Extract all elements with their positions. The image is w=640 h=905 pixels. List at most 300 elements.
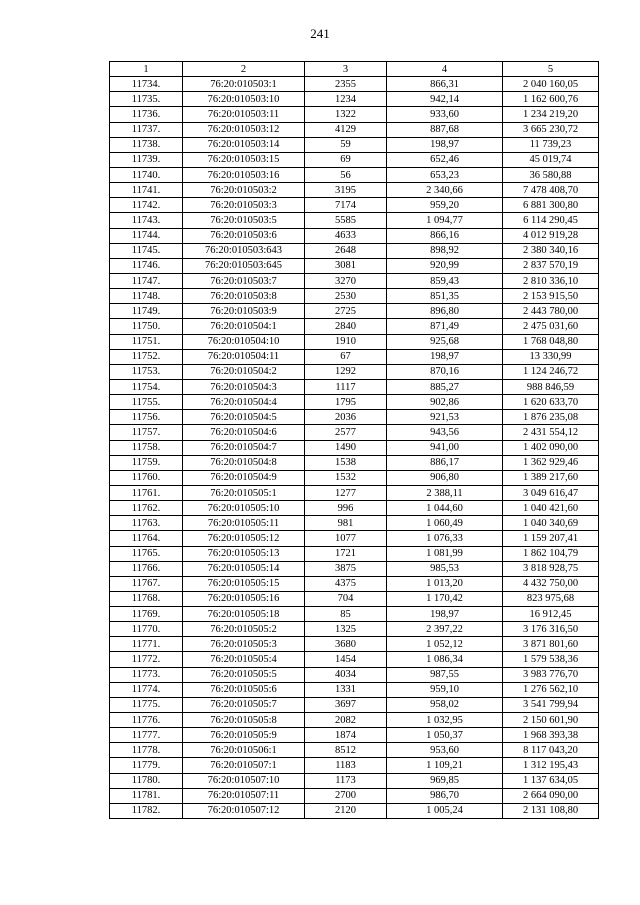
value-cell: 2 431 554,12 bbox=[503, 425, 599, 440]
row-number-cell: 11756. bbox=[110, 410, 183, 425]
rate-cell: 653,23 bbox=[387, 167, 503, 182]
table-row bbox=[110, 667, 599, 682]
rate-cell: 953,60 bbox=[387, 743, 503, 758]
row-number-cell: 11740. bbox=[110, 167, 183, 182]
row-number-cell: 11764. bbox=[110, 531, 183, 546]
cadastral-number-cell: 76:20:010505:2 bbox=[183, 622, 305, 637]
value-cell: 1 040 340,69 bbox=[503, 516, 599, 531]
table-row bbox=[110, 531, 599, 546]
row-number-cell: 11776. bbox=[110, 713, 183, 728]
area-cell: 1874 bbox=[305, 728, 387, 743]
rate-cell: 885,27 bbox=[387, 379, 503, 394]
cadastral-number-cell: 76:20:010504:8 bbox=[183, 455, 305, 470]
rate-cell: 902,86 bbox=[387, 395, 503, 410]
area-cell: 3195 bbox=[305, 183, 387, 198]
rate-cell: 1 032,95 bbox=[387, 713, 503, 728]
cadastral-number-cell: 76:20:010505:14 bbox=[183, 561, 305, 576]
cadastral-number-cell: 76:20:010503:14 bbox=[183, 137, 305, 152]
value-cell: 16 912,45 bbox=[503, 607, 599, 622]
row-number-cell: 11754. bbox=[110, 379, 183, 394]
cadastral-number-cell: 76:20:010504:2 bbox=[183, 364, 305, 379]
rate-cell: 866,16 bbox=[387, 228, 503, 243]
rate-cell: 959,20 bbox=[387, 198, 503, 213]
cadastral-number-cell: 76:20:010503:6 bbox=[183, 228, 305, 243]
row-number-cell: 11734. bbox=[110, 77, 183, 92]
rate-cell: 941,00 bbox=[387, 440, 503, 455]
row-number-cell: 11779. bbox=[110, 758, 183, 773]
value-cell: 1 362 929,46 bbox=[503, 455, 599, 470]
area-cell: 69 bbox=[305, 152, 387, 167]
rate-cell: 198,97 bbox=[387, 349, 503, 364]
table-row bbox=[110, 273, 599, 288]
row-number-cell: 11739. bbox=[110, 152, 183, 167]
row-number-cell: 11768. bbox=[110, 591, 183, 606]
value-cell: 1 389 217,60 bbox=[503, 470, 599, 485]
value-cell: 2 664 090,00 bbox=[503, 788, 599, 803]
value-cell: 2 131 108,80 bbox=[503, 803, 599, 818]
table-row bbox=[110, 622, 599, 637]
table-row bbox=[110, 546, 599, 561]
cadastral-number-cell: 76:20:010505:16 bbox=[183, 591, 305, 606]
row-number-cell: 11778. bbox=[110, 743, 183, 758]
rate-cell: 1 050,37 bbox=[387, 728, 503, 743]
value-cell: 6 114 290,45 bbox=[503, 213, 599, 228]
column-header: 3 bbox=[305, 62, 387, 77]
cadastral-number-cell: 76:20:010503:11 bbox=[183, 107, 305, 122]
table-row bbox=[110, 773, 599, 788]
rate-cell: 1 081,99 bbox=[387, 546, 503, 561]
row-number-cell: 11744. bbox=[110, 228, 183, 243]
cadastral-number-cell: 76:20:010506:1 bbox=[183, 743, 305, 758]
cadastral-number-cell: 76:20:010505:7 bbox=[183, 697, 305, 712]
area-cell: 1532 bbox=[305, 470, 387, 485]
table-row bbox=[110, 319, 599, 334]
table-row bbox=[110, 713, 599, 728]
cadastral-number-cell: 76:20:010505:13 bbox=[183, 546, 305, 561]
column-header: 4 bbox=[387, 62, 503, 77]
row-number-cell: 11743. bbox=[110, 213, 183, 228]
area-cell: 2577 bbox=[305, 425, 387, 440]
table-row bbox=[110, 728, 599, 743]
rate-cell: 198,97 bbox=[387, 137, 503, 152]
rate-cell: 198,97 bbox=[387, 607, 503, 622]
value-cell: 1 234 219,20 bbox=[503, 107, 599, 122]
table-row bbox=[110, 122, 599, 137]
area-cell: 85 bbox=[305, 607, 387, 622]
table-row bbox=[110, 576, 599, 591]
rate-cell: 1 094,77 bbox=[387, 213, 503, 228]
value-cell: 2 443 780,00 bbox=[503, 304, 599, 319]
row-number-cell: 11782. bbox=[110, 803, 183, 818]
area-cell: 1795 bbox=[305, 395, 387, 410]
area-cell: 56 bbox=[305, 167, 387, 182]
value-cell: 6 881 300,80 bbox=[503, 198, 599, 213]
cadastral-number-cell: 76:20:010503:8 bbox=[183, 289, 305, 304]
table-row bbox=[110, 183, 599, 198]
area-cell: 1538 bbox=[305, 455, 387, 470]
value-cell: 3 541 799,94 bbox=[503, 697, 599, 712]
table-row bbox=[110, 334, 599, 349]
cadastral-number-cell: 76:20:010505:8 bbox=[183, 713, 305, 728]
row-number-cell: 11752. bbox=[110, 349, 183, 364]
value-cell: 2 837 570,19 bbox=[503, 258, 599, 273]
row-number-cell: 11773. bbox=[110, 667, 183, 682]
table-row bbox=[110, 470, 599, 485]
value-cell: 1 620 633,70 bbox=[503, 395, 599, 410]
row-number-cell: 11763. bbox=[110, 516, 183, 531]
cadastral-number-cell: 76:20:010504:11 bbox=[183, 349, 305, 364]
row-number-cell: 11762. bbox=[110, 501, 183, 516]
cadastral-number-cell: 76:20:010503:5 bbox=[183, 213, 305, 228]
table-row bbox=[110, 501, 599, 516]
rate-cell: 1 005,24 bbox=[387, 803, 503, 818]
area-cell: 1077 bbox=[305, 531, 387, 546]
area-cell: 2648 bbox=[305, 243, 387, 258]
cadastral-number-cell: 76:20:010505:12 bbox=[183, 531, 305, 546]
cadastral-number-cell: 76:20:010503:7 bbox=[183, 273, 305, 288]
area-cell: 1234 bbox=[305, 92, 387, 107]
rate-cell: 887,68 bbox=[387, 122, 503, 137]
area-cell: 704 bbox=[305, 591, 387, 606]
rate-cell: 920,99 bbox=[387, 258, 503, 273]
rate-cell: 1 044,60 bbox=[387, 501, 503, 516]
area-cell: 3697 bbox=[305, 697, 387, 712]
rate-cell: 925,68 bbox=[387, 334, 503, 349]
table-row bbox=[110, 107, 599, 122]
table-row bbox=[110, 682, 599, 697]
area-cell: 4375 bbox=[305, 576, 387, 591]
area-cell: 1322 bbox=[305, 107, 387, 122]
value-cell: 3 818 928,75 bbox=[503, 561, 599, 576]
rate-cell: 987,55 bbox=[387, 667, 503, 682]
row-number-cell: 11757. bbox=[110, 425, 183, 440]
row-number-cell: 11759. bbox=[110, 455, 183, 470]
area-cell: 59 bbox=[305, 137, 387, 152]
value-cell: 2 475 031,60 bbox=[503, 319, 599, 334]
value-cell: 13 330,99 bbox=[503, 349, 599, 364]
cadastral-number-cell: 76:20:010503:9 bbox=[183, 304, 305, 319]
table-row bbox=[110, 591, 599, 606]
table-row bbox=[110, 652, 599, 667]
table-row bbox=[110, 349, 599, 364]
table-row bbox=[110, 440, 599, 455]
cadastral-number-cell: 76:20:010504:3 bbox=[183, 379, 305, 394]
rate-cell: 1 086,34 bbox=[387, 652, 503, 667]
value-cell: 1 159 207,41 bbox=[503, 531, 599, 546]
rate-cell: 958,02 bbox=[387, 697, 503, 712]
cadastral-number-cell: 76:20:010505:6 bbox=[183, 682, 305, 697]
table-row bbox=[110, 289, 599, 304]
table-row bbox=[110, 637, 599, 652]
cadastral-number-cell: 76:20:010503:1 bbox=[183, 77, 305, 92]
table-row bbox=[110, 395, 599, 410]
rate-cell: 1 076,33 bbox=[387, 531, 503, 546]
row-number-cell: 11770. bbox=[110, 622, 183, 637]
area-cell: 1117 bbox=[305, 379, 387, 394]
table-row bbox=[110, 758, 599, 773]
area-cell: 3875 bbox=[305, 561, 387, 576]
area-cell: 1292 bbox=[305, 364, 387, 379]
rate-cell: 943,56 bbox=[387, 425, 503, 440]
row-number-cell: 11755. bbox=[110, 395, 183, 410]
row-number-cell: 11774. bbox=[110, 682, 183, 697]
rate-cell: 896,80 bbox=[387, 304, 503, 319]
area-cell: 1325 bbox=[305, 622, 387, 637]
table-row bbox=[110, 198, 599, 213]
cadastral-number-cell: 76:20:010507:11 bbox=[183, 788, 305, 803]
area-cell: 1910 bbox=[305, 334, 387, 349]
value-cell: 2 153 915,50 bbox=[503, 289, 599, 304]
area-cell: 1721 bbox=[305, 546, 387, 561]
area-cell: 996 bbox=[305, 501, 387, 516]
value-cell: 1 402 090,00 bbox=[503, 440, 599, 455]
rate-cell: 906,80 bbox=[387, 470, 503, 485]
cadastral-number-cell: 76:20:010503:16 bbox=[183, 167, 305, 182]
cadastral-number-cell: 76:20:010503:643 bbox=[183, 243, 305, 258]
area-cell: 7174 bbox=[305, 198, 387, 213]
table-row bbox=[110, 803, 599, 818]
column-header: 5 bbox=[503, 62, 599, 77]
cadastral-number-cell: 76:20:010505:18 bbox=[183, 607, 305, 622]
row-number-cell: 11777. bbox=[110, 728, 183, 743]
value-cell: 2 380 340,16 bbox=[503, 243, 599, 258]
value-cell: 3 871 801,60 bbox=[503, 637, 599, 652]
row-number-cell: 11737. bbox=[110, 122, 183, 137]
page-number: 241 bbox=[310, 26, 330, 41]
cadastral-number-cell: 76:20:010503:2 bbox=[183, 183, 305, 198]
column-header: 1 bbox=[110, 62, 183, 77]
cadastral-number-cell: 76:20:010503:10 bbox=[183, 92, 305, 107]
area-cell: 1173 bbox=[305, 773, 387, 788]
cadastral-number-cell: 76:20:010503:3 bbox=[183, 198, 305, 213]
value-cell: 8 117 043,20 bbox=[503, 743, 599, 758]
table-row bbox=[110, 788, 599, 803]
rate-cell: 1 052,12 bbox=[387, 637, 503, 652]
table-row bbox=[110, 167, 599, 182]
cadastral-number-cell: 76:20:010503:645 bbox=[183, 258, 305, 273]
table-row bbox=[110, 92, 599, 107]
row-number-cell: 11775. bbox=[110, 697, 183, 712]
table-body bbox=[110, 77, 599, 819]
table-row bbox=[110, 152, 599, 167]
rate-cell: 886,17 bbox=[387, 455, 503, 470]
area-cell: 3081 bbox=[305, 258, 387, 273]
rate-cell: 985,53 bbox=[387, 561, 503, 576]
row-number-cell: 11750. bbox=[110, 319, 183, 334]
area-cell: 4034 bbox=[305, 667, 387, 682]
area-cell: 2036 bbox=[305, 410, 387, 425]
rate-cell: 652,46 bbox=[387, 152, 503, 167]
table-row bbox=[110, 516, 599, 531]
row-number-cell: 11767. bbox=[110, 576, 183, 591]
cadastral-number-cell: 76:20:010507:12 bbox=[183, 803, 305, 818]
value-cell: 1 124 246,72 bbox=[503, 364, 599, 379]
row-number-cell: 11738. bbox=[110, 137, 183, 152]
row-number-cell: 11746. bbox=[110, 258, 183, 273]
value-cell: 823 975,68 bbox=[503, 591, 599, 606]
row-number-cell: 11747. bbox=[110, 273, 183, 288]
area-cell: 2725 bbox=[305, 304, 387, 319]
cadastral-number-cell: 76:20:010503:15 bbox=[183, 152, 305, 167]
area-cell: 3680 bbox=[305, 637, 387, 652]
area-cell: 4633 bbox=[305, 228, 387, 243]
cadastral-number-cell: 76:20:010504:9 bbox=[183, 470, 305, 485]
value-cell: 7 478 408,70 bbox=[503, 183, 599, 198]
value-cell: 988 846,59 bbox=[503, 379, 599, 394]
table-row bbox=[110, 561, 599, 576]
rate-cell: 921,53 bbox=[387, 410, 503, 425]
row-number-cell: 11761. bbox=[110, 485, 183, 500]
table-row bbox=[110, 137, 599, 152]
rate-cell: 866,31 bbox=[387, 77, 503, 92]
cadastral-number-cell: 76:20:010505:5 bbox=[183, 667, 305, 682]
table-row bbox=[110, 425, 599, 440]
row-number-cell: 11741. bbox=[110, 183, 183, 198]
row-number-cell: 11760. bbox=[110, 470, 183, 485]
value-cell: 1 276 562,10 bbox=[503, 682, 599, 697]
value-cell: 2 810 336,10 bbox=[503, 273, 599, 288]
cadastral-number-cell: 76:20:010504:4 bbox=[183, 395, 305, 410]
table-row bbox=[110, 258, 599, 273]
area-cell: 981 bbox=[305, 516, 387, 531]
cadastral-number-cell: 76:20:010505:1 bbox=[183, 485, 305, 500]
cadastral-number-cell: 76:20:010504:5 bbox=[183, 410, 305, 425]
value-cell: 4 432 750,00 bbox=[503, 576, 599, 591]
cadastral-number-cell: 76:20:010505:11 bbox=[183, 516, 305, 531]
table-row bbox=[110, 607, 599, 622]
value-cell: 3 983 776,70 bbox=[503, 667, 599, 682]
area-cell: 1277 bbox=[305, 485, 387, 500]
rate-cell: 1 109,21 bbox=[387, 758, 503, 773]
value-cell: 3 176 316,50 bbox=[503, 622, 599, 637]
value-cell: 1 162 600,76 bbox=[503, 92, 599, 107]
value-cell: 3 049 616,47 bbox=[503, 485, 599, 500]
value-cell: 1 579 538,36 bbox=[503, 652, 599, 667]
table-row bbox=[110, 697, 599, 712]
table-row bbox=[110, 410, 599, 425]
cadastral-number-cell: 76:20:010505:9 bbox=[183, 728, 305, 743]
cadastral-number-cell: 76:20:010507:10 bbox=[183, 773, 305, 788]
value-cell: 1 876 235,08 bbox=[503, 410, 599, 425]
value-cell: 2 040 160,05 bbox=[503, 77, 599, 92]
table-row bbox=[110, 304, 599, 319]
value-cell: 36 580,88 bbox=[503, 167, 599, 182]
row-number-cell: 11781. bbox=[110, 788, 183, 803]
value-cell: 3 665 230,72 bbox=[503, 122, 599, 137]
table-row bbox=[110, 485, 599, 500]
table-header-row bbox=[110, 62, 599, 77]
row-number-cell: 11766. bbox=[110, 561, 183, 576]
area-cell: 1490 bbox=[305, 440, 387, 455]
area-cell: 8512 bbox=[305, 743, 387, 758]
area-cell: 2355 bbox=[305, 77, 387, 92]
table-row bbox=[110, 213, 599, 228]
area-cell: 2840 bbox=[305, 319, 387, 334]
area-cell: 3270 bbox=[305, 273, 387, 288]
row-number-cell: 11769. bbox=[110, 607, 183, 622]
register-table bbox=[109, 61, 599, 819]
cadastral-number-cell: 76:20:010504:7 bbox=[183, 440, 305, 455]
cadastral-number-cell: 76:20:010503:12 bbox=[183, 122, 305, 137]
rate-cell: 933,60 bbox=[387, 107, 503, 122]
rate-cell: 986,70 bbox=[387, 788, 503, 803]
rate-cell: 959,10 bbox=[387, 682, 503, 697]
rate-cell: 870,16 bbox=[387, 364, 503, 379]
row-number-cell: 11765. bbox=[110, 546, 183, 561]
area-cell: 2700 bbox=[305, 788, 387, 803]
value-cell: 1 137 634,05 bbox=[503, 773, 599, 788]
rate-cell: 851,35 bbox=[387, 289, 503, 304]
value-cell: 1 040 421,60 bbox=[503, 501, 599, 516]
rate-cell: 2 340,66 bbox=[387, 183, 503, 198]
row-number-cell: 11772. bbox=[110, 652, 183, 667]
row-number-cell: 11735. bbox=[110, 92, 183, 107]
area-cell: 2082 bbox=[305, 713, 387, 728]
rate-cell: 1 060,49 bbox=[387, 516, 503, 531]
rate-cell: 898,92 bbox=[387, 243, 503, 258]
cadastral-number-cell: 76:20:010505:15 bbox=[183, 576, 305, 591]
area-cell: 4129 bbox=[305, 122, 387, 137]
rate-cell: 2 397,22 bbox=[387, 622, 503, 637]
row-number-cell: 11749. bbox=[110, 304, 183, 319]
value-cell: 1 862 104,79 bbox=[503, 546, 599, 561]
rate-cell: 2 388,11 bbox=[387, 485, 503, 500]
row-number-cell: 11771. bbox=[110, 637, 183, 652]
row-number-cell: 11736. bbox=[110, 107, 183, 122]
area-cell: 1331 bbox=[305, 682, 387, 697]
rate-cell: 969,85 bbox=[387, 773, 503, 788]
area-cell: 1454 bbox=[305, 652, 387, 667]
cadastral-number-cell: 76:20:010505:10 bbox=[183, 501, 305, 516]
cadastral-number-cell: 76:20:010505:3 bbox=[183, 637, 305, 652]
table-row bbox=[110, 77, 599, 92]
column-header: 2 bbox=[183, 62, 305, 77]
rate-cell: 942,14 bbox=[387, 92, 503, 107]
table-row bbox=[110, 379, 599, 394]
value-cell: 1 968 393,38 bbox=[503, 728, 599, 743]
value-cell: 4 012 919,28 bbox=[503, 228, 599, 243]
row-number-cell: 11745. bbox=[110, 243, 183, 258]
row-number-cell: 11758. bbox=[110, 440, 183, 455]
cadastral-number-cell: 76:20:010507:1 bbox=[183, 758, 305, 773]
row-number-cell: 11753. bbox=[110, 364, 183, 379]
value-cell: 1 768 048,80 bbox=[503, 334, 599, 349]
rate-cell: 1 170,42 bbox=[387, 591, 503, 606]
area-cell: 2530 bbox=[305, 289, 387, 304]
area-cell: 1183 bbox=[305, 758, 387, 773]
row-number-cell: 11742. bbox=[110, 198, 183, 213]
table-row bbox=[110, 228, 599, 243]
row-number-cell: 11780. bbox=[110, 773, 183, 788]
cadastral-number-cell: 76:20:010505:4 bbox=[183, 652, 305, 667]
cadastral-number-cell: 76:20:010504:10 bbox=[183, 334, 305, 349]
value-cell: 45 019,74 bbox=[503, 152, 599, 167]
table-row bbox=[110, 743, 599, 758]
cadastral-number-cell: 76:20:010504:6 bbox=[183, 425, 305, 440]
row-number-cell: 11748. bbox=[110, 289, 183, 304]
area-cell: 2120 bbox=[305, 803, 387, 818]
area-cell: 5585 bbox=[305, 213, 387, 228]
rate-cell: 859,43 bbox=[387, 273, 503, 288]
table-row bbox=[110, 243, 599, 258]
table-row bbox=[110, 364, 599, 379]
area-cell: 67 bbox=[305, 349, 387, 364]
rate-cell: 1 013,20 bbox=[387, 576, 503, 591]
row-number-cell: 11751. bbox=[110, 334, 183, 349]
value-cell: 11 739,23 bbox=[503, 137, 599, 152]
rate-cell: 871,49 bbox=[387, 319, 503, 334]
cadastral-number-cell: 76:20:010504:1 bbox=[183, 319, 305, 334]
